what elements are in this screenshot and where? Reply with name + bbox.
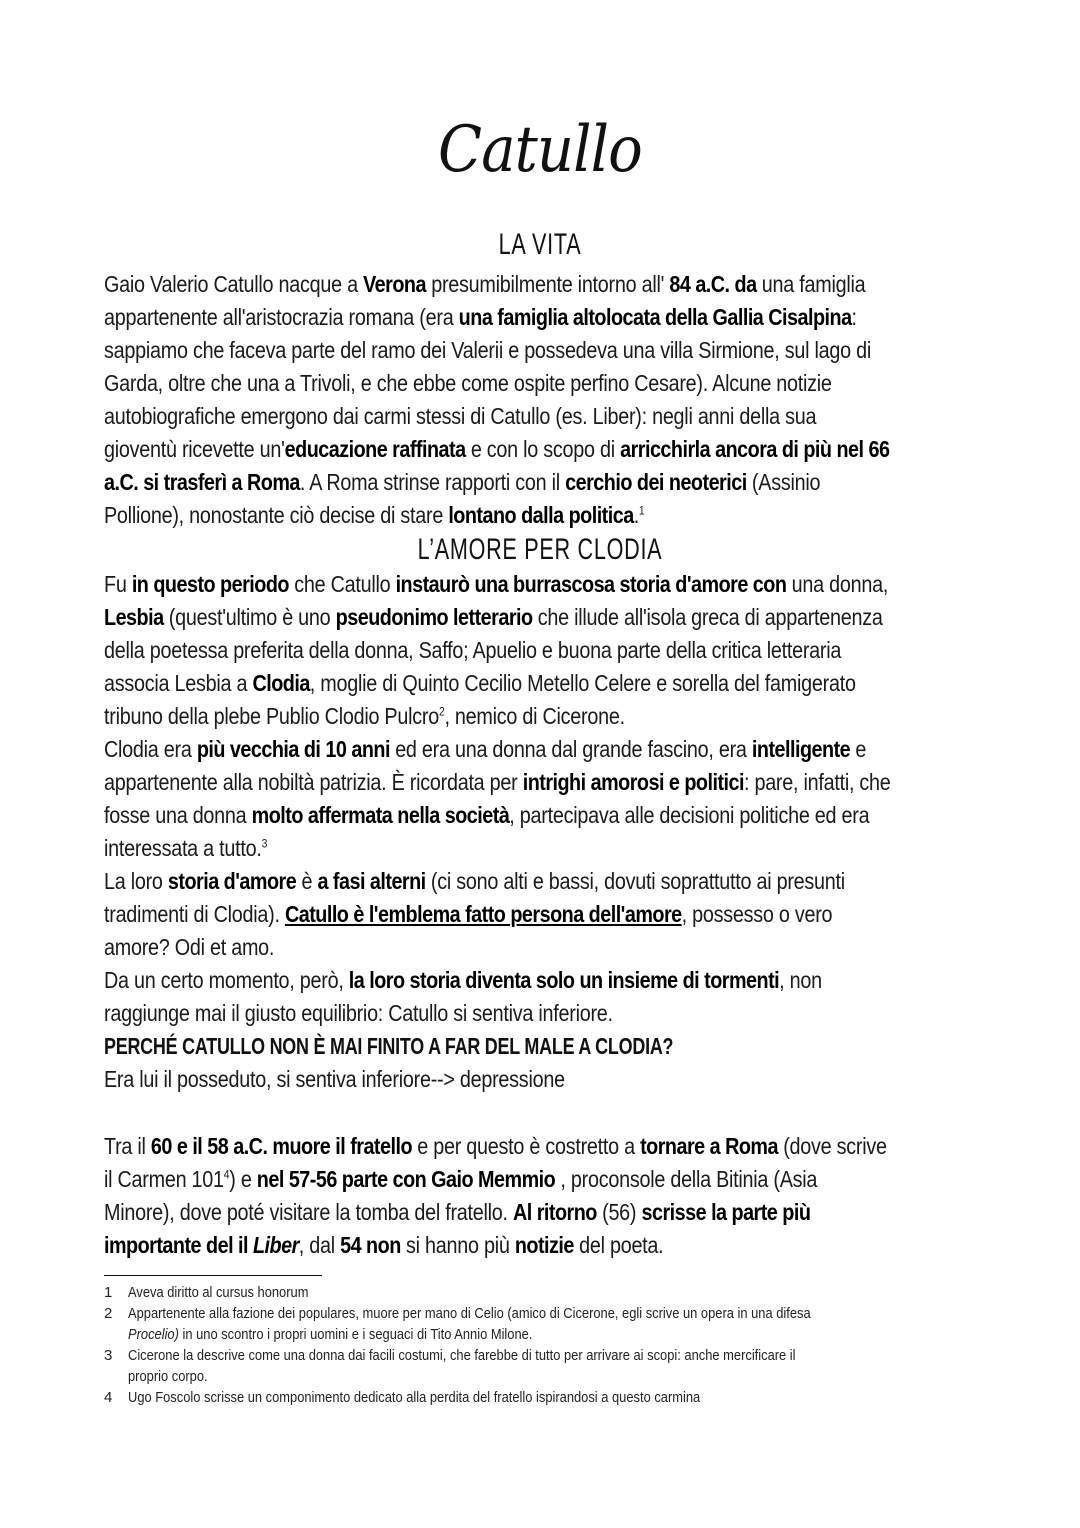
- text-run: autobiografiche emergono dai carmi stessi di Catullo (es. Liber): negli anni della sua: [104, 403, 817, 429]
- text-run: presumibilmente intorno all': [425, 271, 670, 297]
- emphasis-text: pseudonimo letterario: [335, 604, 533, 630]
- text-run: Garda, oltre che una a Trivoli, e che ebbe come ospite perfino Cesare). Alcune notizie: [104, 370, 832, 396]
- emphasis-text: Clodia: [252, 670, 310, 696]
- text-run: in uno scontro i propri uomini e i seguaci di Tito Annio Milone.: [178, 1326, 533, 1343]
- text-run: Cicerone la descrive come una donna dai facili costumi, che farebbe di tutto per arrivare ai scopi: anche mercificare il: [128, 1347, 796, 1364]
- text-line: [104, 964, 861, 997]
- text-run: e con lo scopo di: [465, 436, 621, 462]
- text-line: [104, 700, 861, 733]
- text-run: , dal: [298, 1232, 341, 1258]
- text-line: [104, 799, 870, 832]
- footnote-item: [104, 1387, 984, 1408]
- text-run: fosse una donna: [104, 802, 252, 828]
- text-run: amore? Odi et amo.: [104, 934, 275, 960]
- text-run: appartenente all'aristocrazia romana (era: [104, 304, 459, 330]
- text-run: (56): [596, 1199, 642, 1225]
- text-run: proprio corpo.: [128, 1368, 208, 1385]
- footnote-separator: [104, 1275, 322, 1276]
- emphasis-text: educazione raffinata: [284, 436, 466, 462]
- footnote-number: 4: [104, 1389, 113, 1406]
- footnote-ref: 2: [438, 704, 445, 719]
- question-answer: Era lui il posseduto, si sentiva inferiore--> depressione: [104, 1066, 565, 1092]
- footnote-number: 1: [104, 1284, 113, 1301]
- text-run: associa Lesbia a: [104, 670, 253, 696]
- text-run: una donna,: [786, 571, 889, 597]
- text-line: [104, 898, 861, 931]
- text-line: [128, 1282, 864, 1303]
- text-line: [104, 1130, 887, 1163]
- text-run: della poetessa preferita della donna, Saffo; Apuelio e buona parte della critica letteraria: [104, 637, 842, 663]
- text-run: . A Roma strinse rapporti con il: [299, 469, 566, 495]
- question-heading: PERCHÉ CATULLO NON È MAI FINITO A FAR DEL MALE A CLODIA?: [104, 1033, 674, 1059]
- emphasis-text: scrisse la parte più: [641, 1199, 811, 1225]
- section-body-morte: [104, 1130, 984, 1262]
- emphasis-text: arricchirla ancora di più nel 66: [620, 436, 890, 462]
- text-line: [104, 766, 891, 799]
- footnote-number: 3: [104, 1347, 113, 1364]
- text-run: Clodia era: [104, 736, 197, 762]
- text-run: , partecipava alle decisioni politiche ed era: [509, 802, 870, 828]
- text-line: [104, 601, 883, 634]
- text-line: [104, 466, 861, 499]
- text-run: interessata a tutto.: [104, 835, 262, 861]
- text-line: [104, 634, 861, 667]
- text-run: tribuno della plebe Publio Clodio Pulcro: [104, 703, 439, 729]
- text-line: [104, 931, 861, 964]
- text-line: [128, 1303, 864, 1324]
- text-line: [104, 568, 889, 601]
- text-run: (dove scrive: [777, 1133, 887, 1159]
- text-run: La loro: [104, 868, 168, 894]
- text-line: [104, 733, 867, 766]
- footnote-item: [104, 1303, 984, 1345]
- text-run: (quest'ultimo è uno: [163, 604, 336, 630]
- text-run: tradimenti di Clodia).: [104, 901, 285, 927]
- footnote-text: [128, 1387, 984, 1408]
- text-line: [104, 268, 866, 301]
- emphasis-text: cerchio dei neoterici: [565, 469, 747, 495]
- text-run: Appartenente alla fazione dei populares, muore per mano di Celio (amico di Cicerone, egli scrive un opera in una difesa: [128, 1305, 811, 1322]
- text-run: , possesso o vero: [681, 901, 833, 927]
- text-run: Gaio Valerio Catullo nacque a: [104, 271, 364, 297]
- emphasis-text: in questo periodo: [131, 571, 289, 597]
- text-line: [104, 1196, 861, 1229]
- text-line: [104, 832, 861, 865]
- emphasis-text: intelligente: [751, 736, 851, 762]
- emphasis-text: lontano dalla politica: [448, 502, 634, 528]
- text-line: [128, 1345, 864, 1366]
- text-run: (ci sono alti e bassi, dovuti soprattutto ai presunti: [425, 868, 845, 894]
- text-run: si hanno più: [400, 1232, 515, 1258]
- text-run: Minore), dove poté visitare la tomba del fratello.: [104, 1199, 514, 1225]
- text-line: [128, 1324, 864, 1345]
- text-run: Pollione), nonostante ciò decise di stare: [104, 502, 449, 528]
- section-body-vita: [104, 268, 984, 532]
- footnote-ref: 3: [261, 836, 268, 851]
- footnote-text: [128, 1303, 984, 1345]
- amore-paragraphs: [104, 568, 984, 1030]
- text-run: una famiglia: [756, 271, 866, 297]
- text-run: Procelio): [128, 1326, 179, 1343]
- emphasis-text: a fasi alterni: [317, 868, 426, 894]
- emphasis-text: Lesbia: [104, 604, 164, 630]
- emphasis-text: molto affermata nella società: [251, 802, 510, 828]
- text-run: è: [296, 868, 318, 894]
- text-run: del poeta.: [573, 1232, 664, 1258]
- emphasis-text: instaurò una burrascosa storia d'amore con: [395, 571, 787, 597]
- text-run: appartenente alla nobiltà patrizia. È ricordata per: [104, 769, 523, 795]
- text-run: Da un certo momento, però,: [104, 967, 349, 993]
- section-heading-vita: LA VITA: [498, 228, 582, 261]
- text-line: [104, 301, 861, 334]
- text-run: raggiunge mai il giusto equilibrio: Catullo si sentiva inferiore.: [104, 1000, 613, 1026]
- emphasis-text: nel 57-56 parte con Gaio Memmio: [256, 1166, 556, 1192]
- text-line: [104, 1229, 861, 1262]
- text-run: Tra il: [104, 1133, 151, 1159]
- text-run: , proconsole della Bitinia (Asia: [555, 1166, 818, 1192]
- emphasis-text: importante del il: [104, 1232, 253, 1258]
- document-title: Catullo: [438, 113, 642, 187]
- text-run: che illude all'isola greca di appartenenza: [532, 604, 883, 630]
- text-run: Fu: [104, 571, 132, 597]
- emphasis-text: Verona: [363, 271, 426, 297]
- section-heading-amore: L’AMORE PER CLODIA: [417, 533, 663, 566]
- footnote-text: [128, 1282, 984, 1303]
- section-body-amore: [104, 568, 984, 1096]
- emphasis-text: intrighi amorosi e politici: [522, 769, 744, 795]
- text-run: e: [850, 736, 867, 762]
- text-run: Aveva diritto al cursus honorum: [128, 1284, 309, 1301]
- text-run: gioventù ricevette un': [104, 436, 285, 462]
- emphasis-text: storia d'amore: [167, 868, 297, 894]
- text-line: [128, 1387, 864, 1408]
- text-line: [104, 367, 861, 400]
- emphasis-text: notizie: [514, 1232, 574, 1258]
- footnote-text: [128, 1345, 984, 1387]
- text-line: [128, 1366, 864, 1387]
- text-run: e per questo è costretto a: [412, 1133, 641, 1159]
- emphasis-text: 60 e il 58 a.C. muore il fratello: [150, 1133, 413, 1159]
- emphasis-text: una famiglia altolocata della Gallia Cisalpina: [458, 304, 852, 330]
- text-run: ed era una donna dal grande fascino, era: [389, 736, 752, 762]
- text-run: : pare, infatti, che: [743, 769, 891, 795]
- footnote-ref: 1: [638, 503, 645, 518]
- text-run: che Catullo: [288, 571, 396, 597]
- text-line: [104, 400, 861, 433]
- text-run: .: [633, 502, 639, 528]
- emphasis-text: 54 non: [340, 1232, 401, 1258]
- text-run: ) e: [229, 1166, 257, 1192]
- text-line: [104, 499, 861, 532]
- emphasis-text: Al ritorno: [513, 1199, 597, 1225]
- text-run: il Carmen 101: [104, 1166, 224, 1192]
- footnote-item: [104, 1282, 984, 1303]
- emphasis-text: tornare a Roma: [640, 1133, 778, 1159]
- footnotes: [104, 1282, 984, 1408]
- text-line: [104, 433, 890, 466]
- emphasis-text: 84 a.C. da: [669, 271, 757, 297]
- text-line: [104, 334, 871, 367]
- text-run: , moglie di Quinto Cecilio Metello Celere e sorella del famigerato: [309, 670, 856, 696]
- footnote-number: 2: [104, 1305, 113, 1322]
- text-run: (Assinio: [746, 469, 821, 495]
- emphasis-text: più vecchia di 10 anni: [196, 736, 390, 762]
- text-line: [104, 865, 861, 898]
- text-run: , nemico di Cicerone.: [444, 703, 625, 729]
- footnote-item: [104, 1345, 984, 1387]
- text-line: [104, 1163, 861, 1196]
- text-line: [104, 667, 861, 700]
- text-run: sappiamo che faceva parte del ramo dei Valerii e possedeva una villa Sirmione, sul lago di: [104, 337, 871, 363]
- text-run: Ugo Foscolo scrisse un componimento dedicato alla perdita del fratello ispirandosi a questo carmina: [128, 1389, 701, 1406]
- text-line: [104, 997, 861, 1030]
- text-run: :: [851, 304, 857, 330]
- emphasis-text: Liber: [252, 1232, 299, 1258]
- emphasis-text: la loro storia diventa solo un insieme di tormenti: [348, 967, 780, 993]
- footnote-ref: 4: [223, 1167, 230, 1182]
- emphasis-text: a.C. si trasferì a Roma: [104, 469, 300, 495]
- emphasis-text: Catullo è l'emblema fatto persona dell'amore: [284, 901, 682, 927]
- text-run: , non: [779, 967, 822, 993]
